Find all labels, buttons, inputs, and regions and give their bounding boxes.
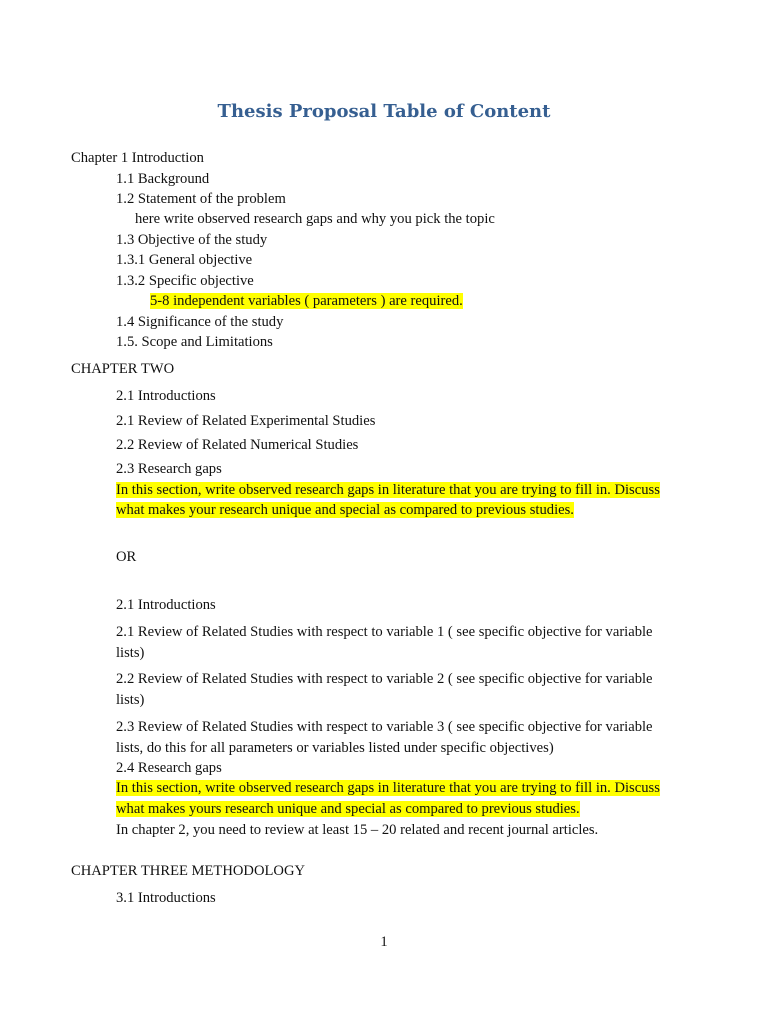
section-1-2-note: here write observed research gaps and why you pick the topic	[135, 211, 495, 227]
review-requirement-note: In chapter 2, you need to review at least 15 – 20 related and recent journal articles.	[116, 822, 599, 838]
section-2-1-a: 2.1 Introductions	[116, 388, 216, 404]
section-1-4: 1.4 Significance of the study	[116, 314, 284, 330]
chapter-3-heading: CHAPTER THREE METHODOLOGY	[71, 863, 306, 879]
page-title: Thesis Proposal Table of Content	[217, 101, 551, 122]
highlighted-text: what makes your research unique and special as compared to previous studies.	[116, 502, 574, 518]
section-1-2: 1.2 Statement of the problem	[116, 191, 286, 207]
chapter-2-heading: CHAPTER TWO	[71, 361, 175, 377]
section-2-2-variable-2-line1: 2.2 Review of Related Studies with respect to variable 2 ( see specific objective for variable	[116, 671, 653, 687]
section-2-1-b: 2.1 Introductions	[116, 597, 216, 613]
specific-objective-note	[150, 291, 463, 312]
section-2-3-variable-3-line2: lists, do this for all parameters or variables listed under specific objectives)	[116, 740, 554, 756]
section-1-5: 1.5. Scope and Limitations	[116, 334, 273, 350]
highlighted-text: In this section, write observed research gaps in literature that you are trying to fill in. Discuss	[116, 482, 660, 498]
section-1-3-2: 1.3.2 Specific objective	[116, 273, 254, 289]
highlighted-text: what makes yours research unique and special as compared to previous studies.	[116, 801, 580, 817]
section-2-1-experimental: 2.1 Review of Related Experimental Studies	[116, 413, 376, 429]
research-gaps-note-b-line2	[116, 799, 580, 820]
section-1-3: 1.3 Objective of the study	[116, 232, 268, 248]
section-2-2-numerical: 2.2 Review of Related Numerical Studies	[116, 437, 359, 453]
section-2-3-research-gaps: 2.3 Research gaps	[116, 461, 222, 477]
section-2-1-variable-1-line1: 2.1 Review of Related Studies with respect to variable 1 ( see specific objective for variable	[116, 624, 653, 640]
highlighted-text: In this section, write observed research gaps in literature that you are trying to fill in. Discuss	[116, 780, 660, 796]
chapter-1-heading: Chapter 1 Introduction	[71, 150, 204, 166]
section-1-3-1: 1.3.1 General objective	[116, 252, 253, 268]
section-3-1: 3.1 Introductions	[116, 890, 216, 906]
section-1-1: 1.1 Background	[116, 171, 210, 187]
section-2-3-variable-3-line1: 2.3 Review of Related Studies with respect to variable 3 ( see specific objective for variable	[116, 719, 653, 735]
research-gaps-note-a-line1	[116, 480, 660, 501]
page-number: 1	[380, 934, 388, 950]
section-2-1-variable-1-line2: lists)	[116, 645, 145, 661]
research-gaps-note-b-line1	[116, 778, 660, 799]
highlighted-text: 5-8 independent variables ( parameters ) are required.	[150, 293, 463, 309]
or-separator: OR	[116, 549, 137, 565]
research-gaps-note-a-line2	[116, 500, 574, 521]
section-2-4-research-gaps: 2.4 Research gaps	[116, 760, 222, 776]
section-2-2-variable-2-line2: lists)	[116, 692, 145, 708]
